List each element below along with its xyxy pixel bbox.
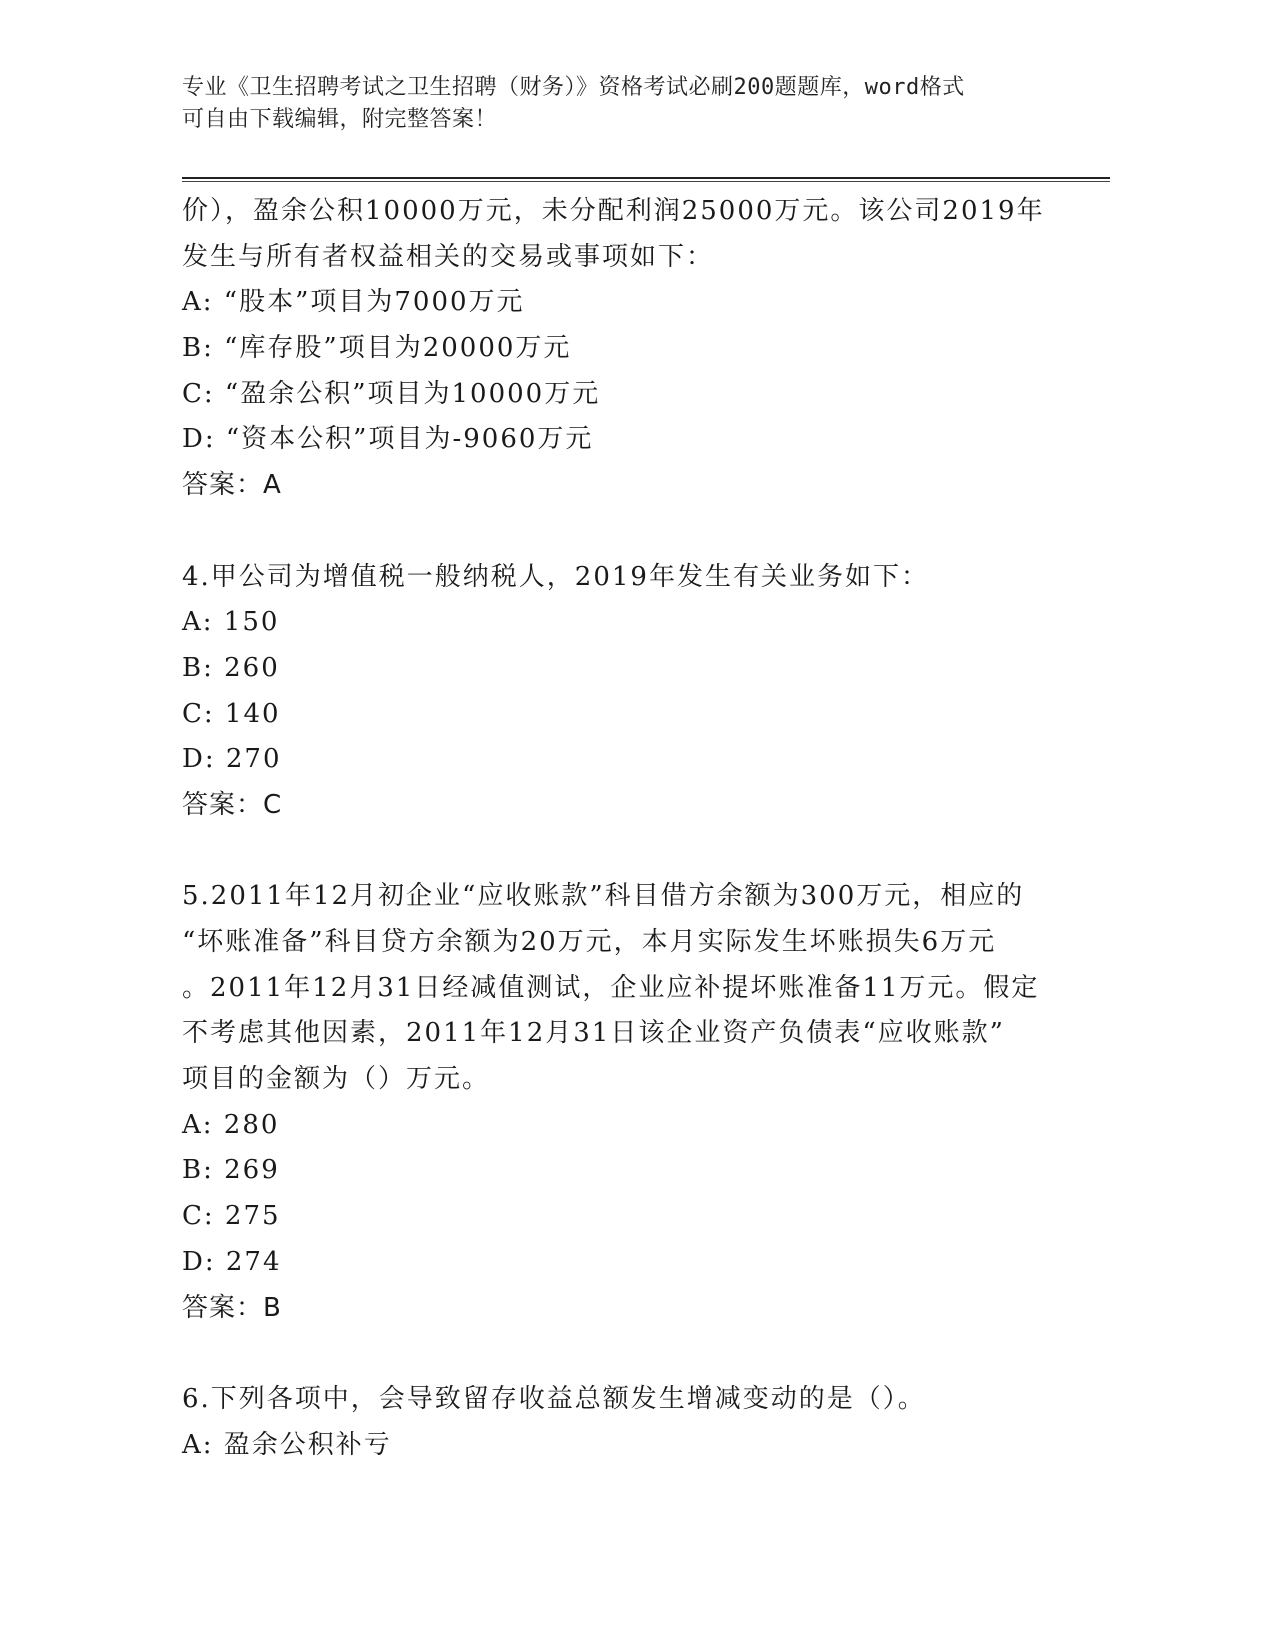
spacer bbox=[182, 829, 1082, 875]
q4-answer: 答案：C bbox=[182, 789, 283, 820]
q3-stem-line: 价），盈余公积10000万元，未分配利润25000万元。该公司2019年 bbox=[182, 196, 1045, 226]
title-line-1: 专业《卫生招聘考试之卫生招聘（财务）》资格考试必刷200题题库，word格式 bbox=[182, 75, 965, 100]
q5-option-c: C: 275 bbox=[182, 1201, 281, 1232]
question-body bbox=[182, 189, 1082, 1468]
spacer bbox=[182, 509, 1082, 555]
q6-stem: 6.下列各项中，会导致留存收益总额发生增减变动的是（）。 bbox=[182, 1383, 926, 1414]
q3-option-a: A: “股本”项目为7000万元 bbox=[182, 287, 525, 318]
q3-option-b: B: “库存股”项目为20000万元 bbox=[182, 333, 572, 364]
spacer bbox=[182, 1331, 1082, 1377]
title-line-2: 可自由下载编辑，附完整答案！ bbox=[182, 107, 498, 132]
q3-stem-line: 发生与所有者权益相关的交易或事项如下： bbox=[182, 241, 715, 272]
q4-option-a: A: 150 bbox=[182, 607, 280, 638]
q5-option-a: A: 280 bbox=[182, 1109, 280, 1140]
q5-stem-line: 项目的金额为（）万元。 bbox=[182, 1064, 491, 1095]
q4-option-b: B: 260 bbox=[182, 652, 280, 683]
q5-stem-line: 不考虑其他因素，2011年12月31日该企业资产负债表“应收账款” bbox=[182, 1018, 1005, 1049]
header-rule-thick bbox=[182, 177, 1110, 179]
q4-option-d: D: 270 bbox=[182, 744, 282, 775]
q3-answer: 答案：A bbox=[182, 470, 282, 501]
q3-option-c: C: “盈余公积”项目为10000万元 bbox=[182, 378, 601, 409]
header-rule-thin bbox=[182, 181, 1110, 182]
q3-option-d: D: “资本公积”项目为-9060万元 bbox=[182, 424, 594, 455]
q5-stem-line: 5.2011年12月初企业“应收账款”科目借方余额为300万元，相应的 bbox=[182, 881, 1025, 912]
q5-option-d: D: 274 bbox=[182, 1246, 282, 1277]
q4-option-c: C: 140 bbox=[182, 698, 281, 729]
document-title bbox=[182, 72, 1052, 136]
q5-stem-line: 。2011年12月31日经减值测试，企业应补提坏账准备11万元。假定 bbox=[182, 972, 1040, 1003]
q5-option-b: B: 269 bbox=[182, 1155, 280, 1186]
q4-stem: 4.甲公司为增值税一般纳税人，2019年发生有关业务如下： bbox=[182, 561, 929, 592]
q6-option-a: A: 盈余公积补亏 bbox=[182, 1429, 392, 1460]
q5-answer: 答案：B bbox=[182, 1292, 282, 1323]
q5-stem-line: “坏账准备”科目贷方余额为20万元，本月实际发生坏账损失6万元 bbox=[182, 927, 997, 957]
